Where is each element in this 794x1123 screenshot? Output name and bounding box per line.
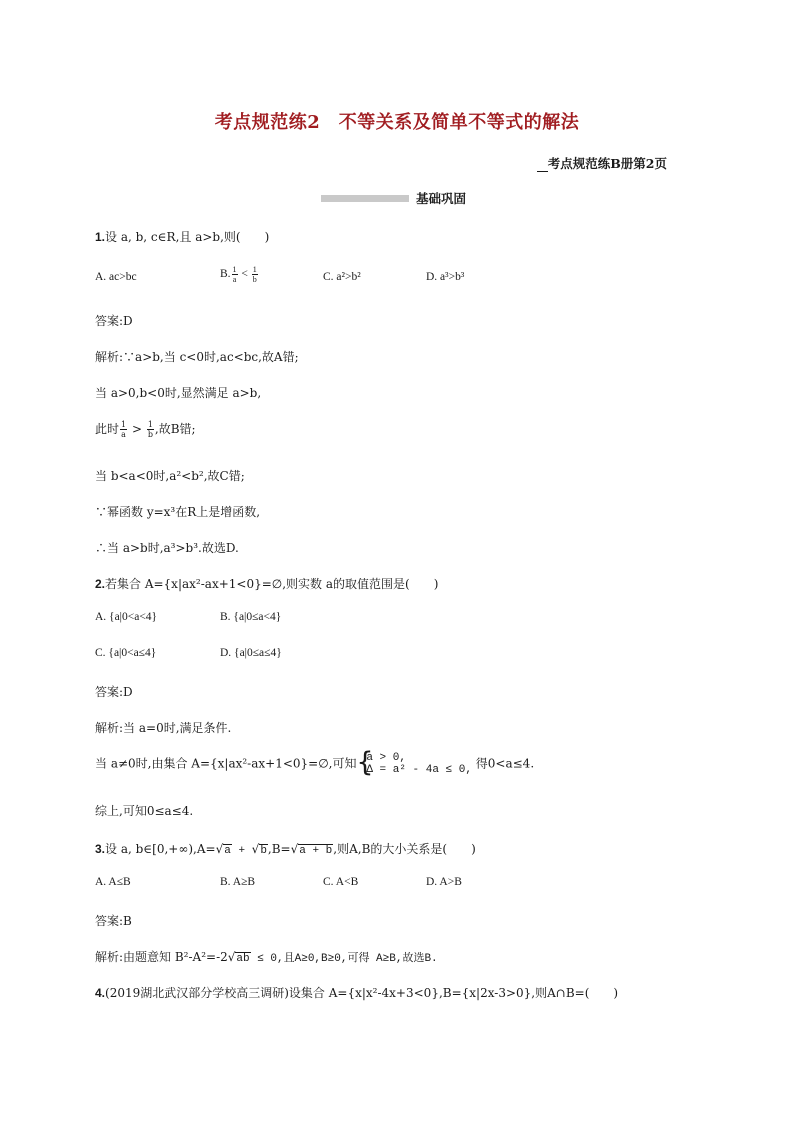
page-title: 考点规范练2 不等关系及简单不等式的解法: [214, 112, 580, 133]
q1-explanation-line: 当 b<a<0时,a²<b²,故C错;: [95, 469, 245, 483]
question-3-stem: 3.设 a, b∈[0,+∞),A=√a + √b,B=√a + b,则A,B的大小关系是( ): [95, 842, 476, 857]
q1-option-b: B. $\frac{1}{a}$ < $\frac{1}{b}$: [220, 265, 257, 284]
q3-option-b: B. A≥B: [220, 876, 256, 888]
q3-option-d: D. A>B: [426, 876, 462, 888]
q2-option-b: B. {a|0≤a<4}: [220, 611, 282, 623]
q3-answer: 答案:B: [95, 914, 132, 928]
question-4-stem: 4.(2019湖北武汉部分学校高三调研)设集合 A={x|x²-4x+3<0},B={x|2x-3>0},则A∩B=( ): [95, 986, 619, 1000]
q2-option-c: C. {a|0<a≤4}: [95, 647, 157, 659]
q1-explanation-line: 解析:∵a>b,当 c<0时,ac<bc,故A错;: [95, 350, 299, 364]
q2-explanation-line: 解析:当 a=0时,满足条件.: [95, 721, 232, 735]
question-1-stem: 1.设 a, b, c∈R,且 a>b,则( ): [95, 230, 270, 244]
q2-explanation-line: 综上,可知0≤a≤4.: [95, 804, 194, 818]
section-divider-bar: [321, 195, 409, 202]
q2-explanation-line: 当 a≠0时,由集合 A={x|ax²-ax+1<0}=∅,可知 { a > 0, Δ = a² - 4a ≤ 0, 得0<a≤4.: [95, 752, 534, 776]
q2-option-d: D. {a|0≤a≤4}: [220, 647, 282, 659]
q3-option-c: C. A<B: [323, 876, 359, 888]
q1-explanation-line: 当 a>0,b<0时,显然满足 a>b,: [95, 386, 262, 400]
q2-option-a: A. {a|0<a<4}: [95, 611, 158, 623]
q1-answer: 答案:D: [95, 314, 133, 328]
q3-explanation-line: 解析:由题意知 B²-A²=-2√ab ≤ 0,且A≥0,B≥0,可得 A≥B,故选B.: [95, 950, 438, 965]
section-label: 基础巩固: [416, 191, 467, 206]
q2-answer: 答案:D: [95, 685, 133, 699]
q3-option-a: A. A≤B: [95, 876, 131, 888]
q1-explanation-line: 此时 $\frac{1}{a}$ > $\frac{1}{b}$ ,故B错;: [95, 420, 196, 439]
q1-option-a: A. ac>bc: [95, 271, 137, 283]
book-reference: 考点规范练B册第2页: [537, 154, 667, 172]
q1-explanation-line: ∴当 a>b时,a³>b³.故选D.: [95, 541, 239, 555]
question-2-stem: 2.若集合 A={x|ax²-ax+1<0}=∅,则实数 a的取值范围是( ): [95, 577, 439, 591]
q1-option-d: D. a³>b³: [426, 271, 465, 283]
q1-explanation-line: ∵幂函数 y=x³在R上是增函数,: [95, 505, 261, 519]
q1-option-c: C. a²>b²: [323, 271, 361, 283]
inequality-system: { a > 0, Δ = a² - 4a ≤ 0,: [360, 752, 472, 776]
